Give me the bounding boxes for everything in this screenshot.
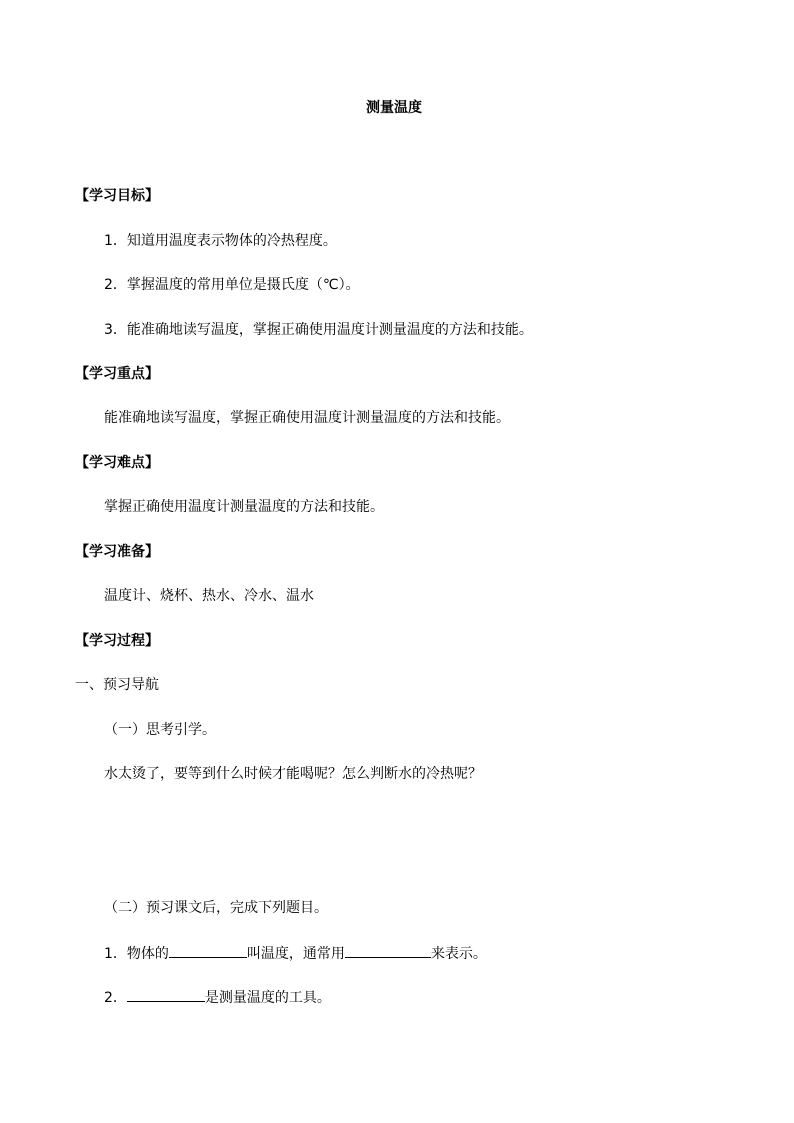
question-text: 水太烫了，要等到什么时候才能喝呢？怎么判断水的冷热呢？ — [104, 766, 482, 782]
exercise-2-suffix: 是测量温度的工具。 — [204, 990, 331, 1006]
preparation-heading: 【学习准备】 — [75, 544, 159, 560]
exercise-1-middle: 叫温度，通常用 — [246, 946, 345, 962]
section-preview-navigation: 一、预习导航 — [75, 677, 159, 693]
exercise-item-1 — [104, 943, 487, 963]
process-heading: 【学习过程】 — [75, 633, 159, 649]
difficulties-heading: 【学习难点】 — [75, 455, 159, 471]
key-points-heading: 【学习重点】 — [75, 366, 159, 382]
answer-blank[interactable] — [345, 943, 431, 958]
goal-item-2: 2．掌握温度的常用单位是摄氏度（℃）。 — [104, 277, 360, 293]
exercise-item-2 — [104, 987, 331, 1007]
answer-blank[interactable] — [127, 987, 205, 1002]
key-points-text: 能准确地读写温度，掌握正确使用温度计测量温度的方法和技能。 — [104, 410, 510, 426]
preparation-text: 温度计、烧杯、热水、冷水、温水 — [104, 588, 314, 604]
goal-item-3: 3．能准确地读写温度，掌握正确使用温度计测量温度的方法和技能。 — [104, 322, 533, 338]
exercise-1-prefix: 1．物体的 — [104, 946, 169, 962]
subsection-thinking: （一）思考引学。 — [104, 722, 216, 738]
difficulties-text: 掌握正确使用温度计测量温度的方法和技能。 — [104, 499, 384, 515]
goals-heading: 【学习目标】 — [75, 188, 159, 204]
page-title: 测量温度 — [366, 100, 422, 116]
goal-item-1: 1．知道用温度表示物体的冷热程度。 — [104, 233, 337, 249]
subsection-exercises: （二）预习课文后，完成下列题目。 — [104, 900, 328, 916]
exercise-2-prefix: 2． — [104, 990, 127, 1006]
exercise-1-suffix: 来表示。 — [430, 946, 487, 962]
answer-blank[interactable] — [169, 943, 247, 958]
